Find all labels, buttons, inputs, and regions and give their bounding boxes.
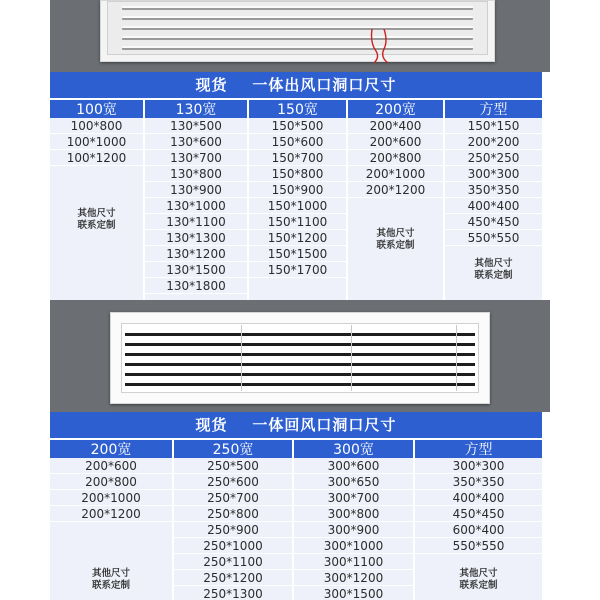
size-cell: 130*1500 — [145, 262, 247, 278]
size-cell: 250*1200 — [174, 570, 292, 586]
grille-divider — [351, 325, 352, 391]
size-cell: 250*800 — [174, 506, 292, 522]
size-cell: 450*450 — [445, 214, 542, 230]
size-cell: 300*650 — [294, 474, 413, 490]
return-table-body — [50, 458, 542, 600]
grille-bar — [122, 26, 473, 30]
grille-slat — [125, 353, 475, 356]
size-cell: 130*800 — [145, 166, 247, 182]
size-cell: 150*1200 — [249, 230, 346, 246]
size-cell: 130*600 — [145, 134, 247, 150]
size-cell: 600*400 — [415, 522, 542, 538]
size-cell: 300*900 — [294, 522, 413, 538]
size-cell: 150*150 — [445, 118, 542, 134]
size-cell: 130*1800 — [145, 278, 247, 294]
custom-size-note-line: 其他尺寸 — [91, 568, 130, 579]
size-cell: 250*700 — [174, 490, 292, 506]
custom-size-note — [445, 258, 542, 282]
size-cell: 130*1000 — [145, 198, 247, 214]
size-column — [50, 118, 145, 300]
size-cell: 550*550 — [415, 538, 542, 554]
size-cell: 250*900 — [174, 522, 292, 538]
size-cell: 100*800 — [50, 118, 143, 134]
return-size-table — [50, 412, 542, 600]
size-cell: 200*400 — [348, 118, 443, 134]
size-cell: 300*700 — [294, 490, 413, 506]
size-cell: 300*1500 — [294, 586, 413, 600]
supply-table-header — [50, 98, 542, 118]
size-cell: 150*900 — [249, 182, 346, 198]
column-header: 方型 — [415, 438, 542, 458]
column-header: 方型 — [445, 98, 542, 118]
size-cell: 200*800 — [348, 150, 443, 166]
size-column — [294, 458, 415, 600]
size-cell: 300*600 — [294, 458, 413, 474]
grille-bar — [122, 46, 473, 50]
size-cell: 150*700 — [249, 150, 346, 166]
custom-size-note-line: 其他尺寸 — [77, 208, 116, 219]
column-header: 200宽 — [348, 98, 445, 118]
size-cell: 150*500 — [249, 118, 346, 134]
size-cell: 300*800 — [294, 506, 413, 522]
custom-size-note — [50, 568, 172, 592]
size-cell: 250*1100 — [174, 554, 292, 570]
size-cell: 350*350 — [415, 474, 542, 490]
size-cell: 250*1300 — [174, 586, 292, 600]
custom-size-note — [415, 568, 542, 592]
custom-size-note-line: 联系定制 — [474, 270, 513, 281]
size-cell: 200*600 — [50, 458, 172, 474]
column-header: 130宽 — [145, 98, 249, 118]
size-cell: 130*900 — [145, 182, 247, 198]
size-column — [348, 118, 445, 300]
grille-slat — [125, 343, 475, 346]
grille-bar — [122, 36, 473, 40]
size-cell: 300*1200 — [294, 570, 413, 586]
supply-table-body — [50, 118, 542, 300]
return-table-title: 现货 一体回风口洞口尺寸 — [50, 412, 542, 438]
supply-grille-image — [100, 0, 495, 62]
size-cell: 250*250 — [445, 150, 542, 166]
return-table-header — [50, 438, 542, 458]
size-cell: 150*1100 — [249, 214, 346, 230]
size-column — [445, 118, 542, 300]
size-cell: 100*1200 — [50, 150, 143, 166]
custom-size-note-line: 其他尺寸 — [376, 228, 415, 239]
size-cell: 300*300 — [445, 166, 542, 182]
size-cell: 450*450 — [415, 506, 542, 522]
custom-size-note-line: 联系定制 — [77, 220, 116, 231]
grille-slat — [125, 373, 475, 376]
column-header: 200宽 — [50, 438, 174, 458]
column-header: 100宽 — [50, 98, 145, 118]
size-cell: 300*1000 — [294, 538, 413, 554]
size-cell: 150*1500 — [249, 246, 346, 262]
size-cell: 300*300 — [415, 458, 542, 474]
custom-size-note-line: 联系定制 — [459, 580, 498, 591]
size-cell: 150*600 — [249, 134, 346, 150]
size-cell: 150*1000 — [249, 198, 346, 214]
grille-bar — [122, 16, 473, 20]
size-cell: 130*700 — [145, 150, 247, 166]
size-column — [145, 118, 249, 300]
size-cell: 350*350 — [445, 182, 542, 198]
size-cell: 100*1000 — [50, 134, 143, 150]
size-cell: 130*1300 — [145, 230, 247, 246]
grille-divider — [456, 325, 457, 391]
grille-slat — [125, 333, 475, 336]
grille-bar — [122, 6, 473, 10]
size-cell: 250*600 — [174, 474, 292, 490]
size-cell: 130*1200 — [145, 246, 247, 262]
custom-size-note — [348, 228, 443, 252]
grille-slat — [125, 383, 475, 386]
size-column — [415, 458, 542, 600]
size-cell: 400*400 — [415, 490, 542, 506]
size-cell: 200*1200 — [348, 182, 443, 198]
size-cell: 200*1000 — [50, 490, 172, 506]
custom-size-note-line: 其他尺寸 — [459, 568, 498, 579]
size-cell: 200*800 — [50, 474, 172, 490]
grille-frame — [107, 1, 488, 55]
size-column — [174, 458, 294, 600]
custom-size-note-line: 联系定制 — [376, 240, 415, 251]
size-column — [249, 118, 348, 300]
column-header: 300宽 — [294, 438, 415, 458]
size-cell: 200*600 — [348, 134, 443, 150]
size-cell: 250*500 — [174, 458, 292, 474]
size-cell: 250*1000 — [174, 538, 292, 554]
size-cell: 550*550 — [445, 230, 542, 246]
grille-divider — [241, 325, 242, 391]
return-grille-image — [110, 312, 490, 404]
pull-wire-icon — [366, 29, 396, 63]
custom-size-note — [50, 208, 143, 232]
column-header: 150宽 — [249, 98, 348, 118]
size-cell: 130*500 — [145, 118, 247, 134]
size-cell: 200*1000 — [348, 166, 443, 182]
size-column — [50, 458, 174, 600]
size-cell: 400*400 — [445, 198, 542, 214]
size-cell: 150*1700 — [249, 262, 346, 278]
size-cell: 200*1200 — [50, 506, 172, 522]
column-header: 250宽 — [174, 438, 294, 458]
supply-size-table — [50, 72, 542, 300]
grille-slat — [125, 363, 475, 366]
custom-size-note-line: 联系定制 — [91, 580, 130, 591]
supply-table-title: 现货 一体出风口洞口尺寸 — [50, 72, 542, 98]
size-cell: 200*200 — [445, 134, 542, 150]
size-cell: 130*1100 — [145, 214, 247, 230]
size-cell: 300*1100 — [294, 554, 413, 570]
custom-size-note-line: 其他尺寸 — [474, 258, 513, 269]
size-cell: 150*800 — [249, 166, 346, 182]
